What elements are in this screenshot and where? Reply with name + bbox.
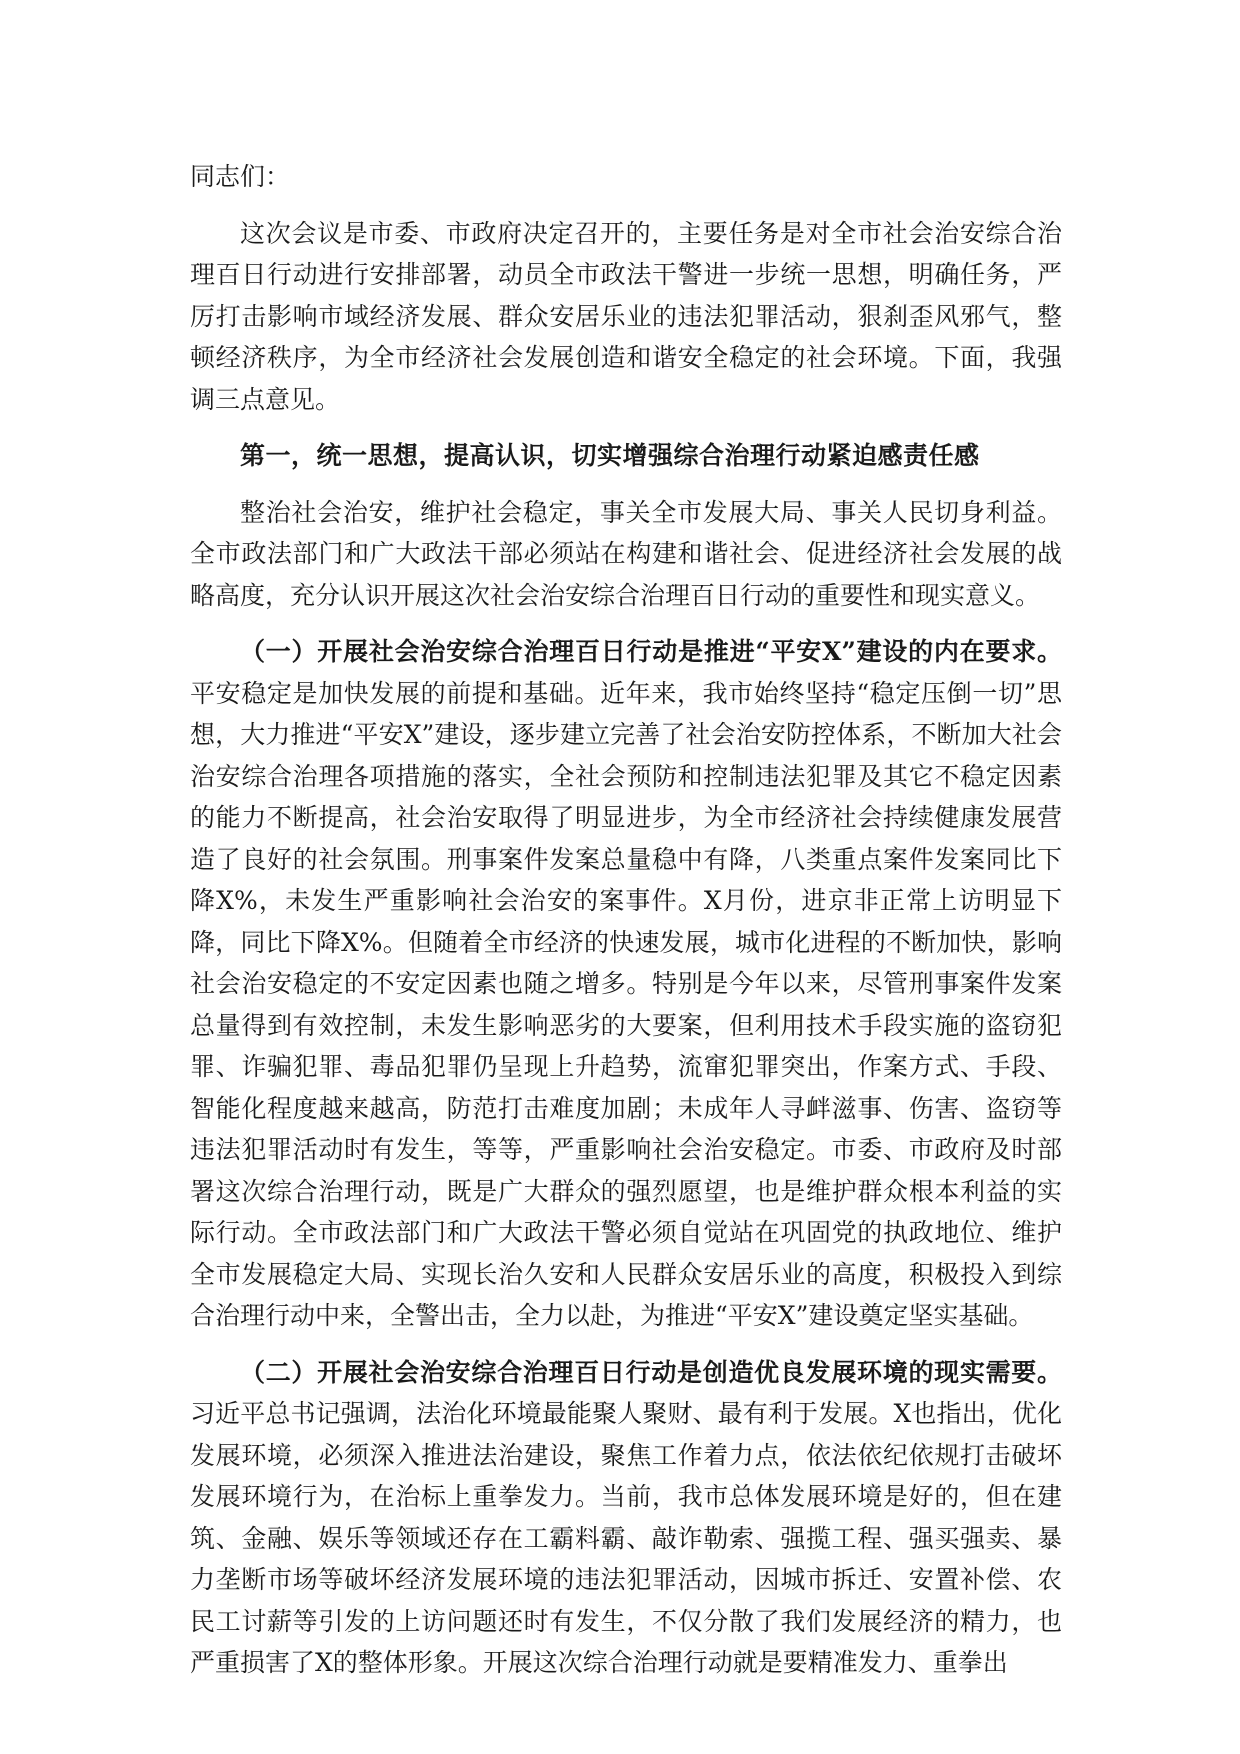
- point-2-lead: （二）开展社会治安综合治理百日行动是创造优良发展环境的现实需要。: [240, 1357, 1062, 1387]
- document-page: [190, 156, 1062, 1699]
- intro-paragraph: 这次会议是市委、市政府决定召开的，主要任务是对全市社会治安综合治理百日行动进行安排部署，动员全市政法干警进一步统一思想，明确任务，严厉打击影响市域经济发展、群众安居乐业的违法犯罪活动，狠刹歪风邪气，整顿经济秩序，为全市经济社会发展创造和谐安全稳定的社会环境。下面，我强调三点意见。: [190, 218, 1062, 414]
- point-1-paragraph: [190, 631, 1062, 1337]
- point-2-paragraph: [190, 1352, 1062, 1684]
- point-1-body: 平安稳定是加快发展的前提和基础。近年来，我市始终坚持“稳定压倒一切”思想，大力推进“平安X”建设，逐步建立完善了社会治安防控体系，不断加大社会治安综合治理各项措施的落实，全社会预防和控制违法犯罪及其它不稳定因素的能力不断提高，社会治安取得了明显进步，为全市经济社会持续健康发展营造了良好的社会氛围。刑事案件发案总量稳中有降，八类重点案件发案同比下降X%，未发生严重影响社会治安的案事件。X月份，进京非正常上访明显下降，同比下降X%。但随着全市经济的快速发展，城市化进程的不断加快，影响社会治安稳定的不安定因素也随之增多。特别是今年以来，尽管刑事案件发案总量得到有效控制，未发生影响恶劣的大要案，但利用技术手段实施的盗窃犯罪、诈骗犯罪、毒品犯罪仍呈现上升趋势，流窜犯罪突出，作案方式、手段、智能化程度越来越高，防范打击难度加剧；未成年人寻衅滋事、伤害、盗窃等违法犯罪活动时有发生，等等，严重影响社会治安稳定。市委、市政府及时部署这次综合治理行动，既是广大群众的强烈愿望，也是维护群众根本利益的实际行动。全市政法部门和广大政法干警必须自觉站在巩固党的执政地位、维护全市发展稳定大局、实现长治久安和人民群众安居乐业的高度，积极投入到综合治理行动中来，全警出击，全力以赴，为推进“平安X”建设奠定坚实基础。: [190, 678, 1062, 1330]
- section-heading-1: 第一，统一思想，提高认识，切实增强综合治理行动紧迫感责任感: [240, 441, 980, 470]
- point-2-body: 习近平总书记强调，法治化环境最能聚人聚财、最有利于发展。X也指出，优化发展环境，必须深入推进法治建设，聚焦工作着力点，依法依纪依规打击破坏发展环境行为，在治标上重拳发力。当前，我市总体发展环境是好的，但在建筑、金融、娱乐等领域还存在工霸料霸、敲诈勒索、强揽工程、强买强卖、暴力垄断市场等破坏经济发展环境的违法犯罪活动，因城市拆迁、安置补偿、农民工讨薪等引发的上访问题还时有发生，不仅分散了我们发展经济的精力，也严重损害了X的整体形象。开展这次综合治理行动就是要精准发力、重拳出: [190, 1399, 1062, 1677]
- point-1-lead: （一）开展社会治安综合治理百日行动是推进“平安X”建设的内在要求。: [240, 637, 1062, 666]
- section-1-intro-paragraph: 整治社会治安，维护社会稳定，事关全市发展大局、事关人民切身利益。全市政法部门和广大政法干部必须站在构建和谐社会、促进经济社会发展的战略高度，充分认识开展这次社会治安综合治理百日行动的重要性和现实意义。: [190, 497, 1062, 610]
- salutation: 同志们：: [190, 162, 291, 191]
